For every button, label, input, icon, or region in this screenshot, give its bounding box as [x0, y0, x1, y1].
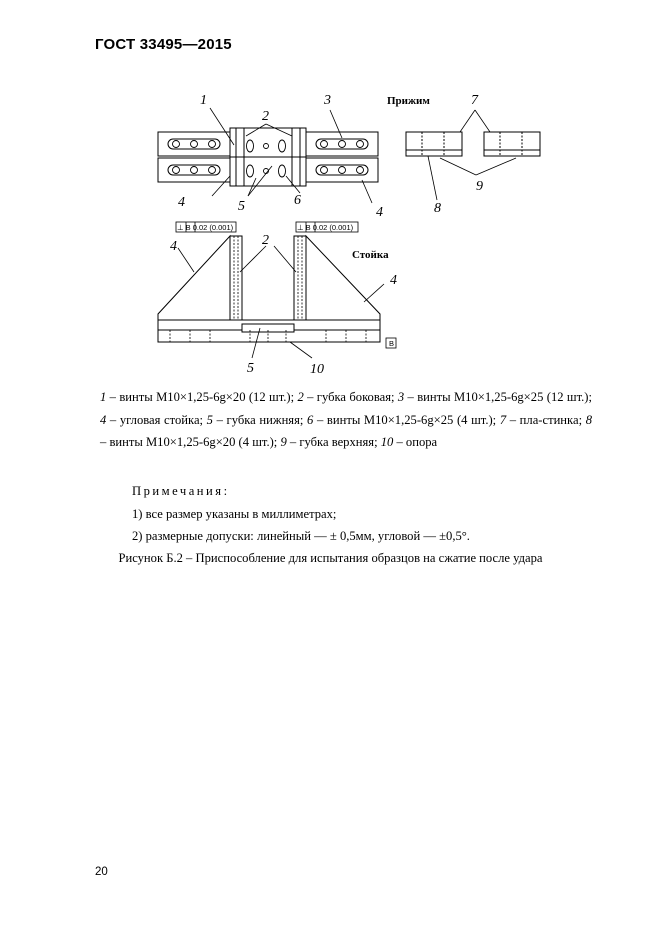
tolerance-frame-left: ⊥ B 0.02 (0.001) [177, 223, 234, 232]
legend-num-3: 3 [397, 390, 405, 404]
callout-5-elevation: 5 [247, 361, 254, 376]
notes-block [132, 480, 470, 547]
callout-3: 3 [324, 93, 331, 108]
page-number: 20 [95, 866, 108, 878]
fixture-drawing-svg [150, 88, 550, 378]
legend-num-8: 8 [585, 412, 592, 427]
legend-text-10: – опора [393, 435, 438, 449]
legend-num-7: 7 [499, 412, 507, 427]
note-item-1: 1) все размер указаны в миллиметрах; [132, 507, 337, 521]
callout-6: 6 [294, 193, 301, 208]
clamp-view [406, 110, 540, 200]
legend-num-6: 6 [307, 412, 314, 427]
elevation-view [158, 222, 396, 358]
callout-4-elevation-right: 4 [390, 273, 397, 288]
callout-10: 10 [310, 362, 324, 377]
callout-7: 7 [471, 93, 478, 108]
legend-text-3: – винты М10×1,25-6g×25 (12 шт.); [404, 390, 592, 404]
legend-text-4: – угловая стойка; [106, 412, 207, 427]
legend-text-8: – винты М10×1,25-6g×20 (4 шт.); [100, 435, 281, 449]
legend-num-10: 10 [380, 435, 394, 449]
callout-5-plan: 5 [238, 199, 245, 214]
legend-num-2: 2 [297, 390, 304, 404]
callout-4-plan-right: 4 [376, 205, 383, 220]
technical-drawing [150, 88, 550, 378]
note-item-2: 2) размерные допуски: линейный — ± 0,5мм, угловой — ±0,5°. [132, 529, 470, 543]
callout-4-elevation-left: 4 [170, 239, 177, 254]
legend-text-2: – губка боковая; [303, 390, 398, 404]
notes-title: Примечания: [132, 484, 230, 498]
datum-label: B [389, 339, 395, 348]
stand-subtitle: Стойка [352, 249, 389, 261]
figure-legend [100, 386, 592, 454]
tolerance-frame-right: ⊥ B 0.02 (0.001) [297, 223, 354, 232]
callout-9: 9 [476, 179, 483, 194]
callout-4-plan-left: 4 [178, 195, 185, 210]
callout-8: 8 [434, 201, 441, 216]
callout-1: 1 [200, 93, 207, 108]
clamp-subtitle: Прижим [387, 95, 430, 107]
legend-num-4: 4 [100, 412, 107, 427]
legend-text-7: – пла-стинка; [506, 412, 586, 427]
legend-num-5: 5 [206, 412, 213, 427]
legend-num-9: 9 [280, 435, 287, 449]
figure-caption: Рисунок Б.2 – Приспособление для испытания образцов на сжатие после удара [118, 551, 543, 565]
legend-text-1: – винты М10×1,25-6g×20 (12 шт.); [106, 390, 298, 404]
callout-2-plan: 2 [262, 109, 269, 124]
document-header: ГОСТ 33495—2015 [95, 36, 232, 53]
callout-2-elevation: 2 [262, 233, 269, 248]
legend-text-5: – губка нижняя; [212, 412, 308, 427]
legend-num-1: 1 [100, 390, 107, 404]
legend-text-9: – губка верхняя; [286, 435, 381, 449]
legend-text-6: – винты М10×1,25-6g×25 (4 шт.); [313, 412, 500, 427]
